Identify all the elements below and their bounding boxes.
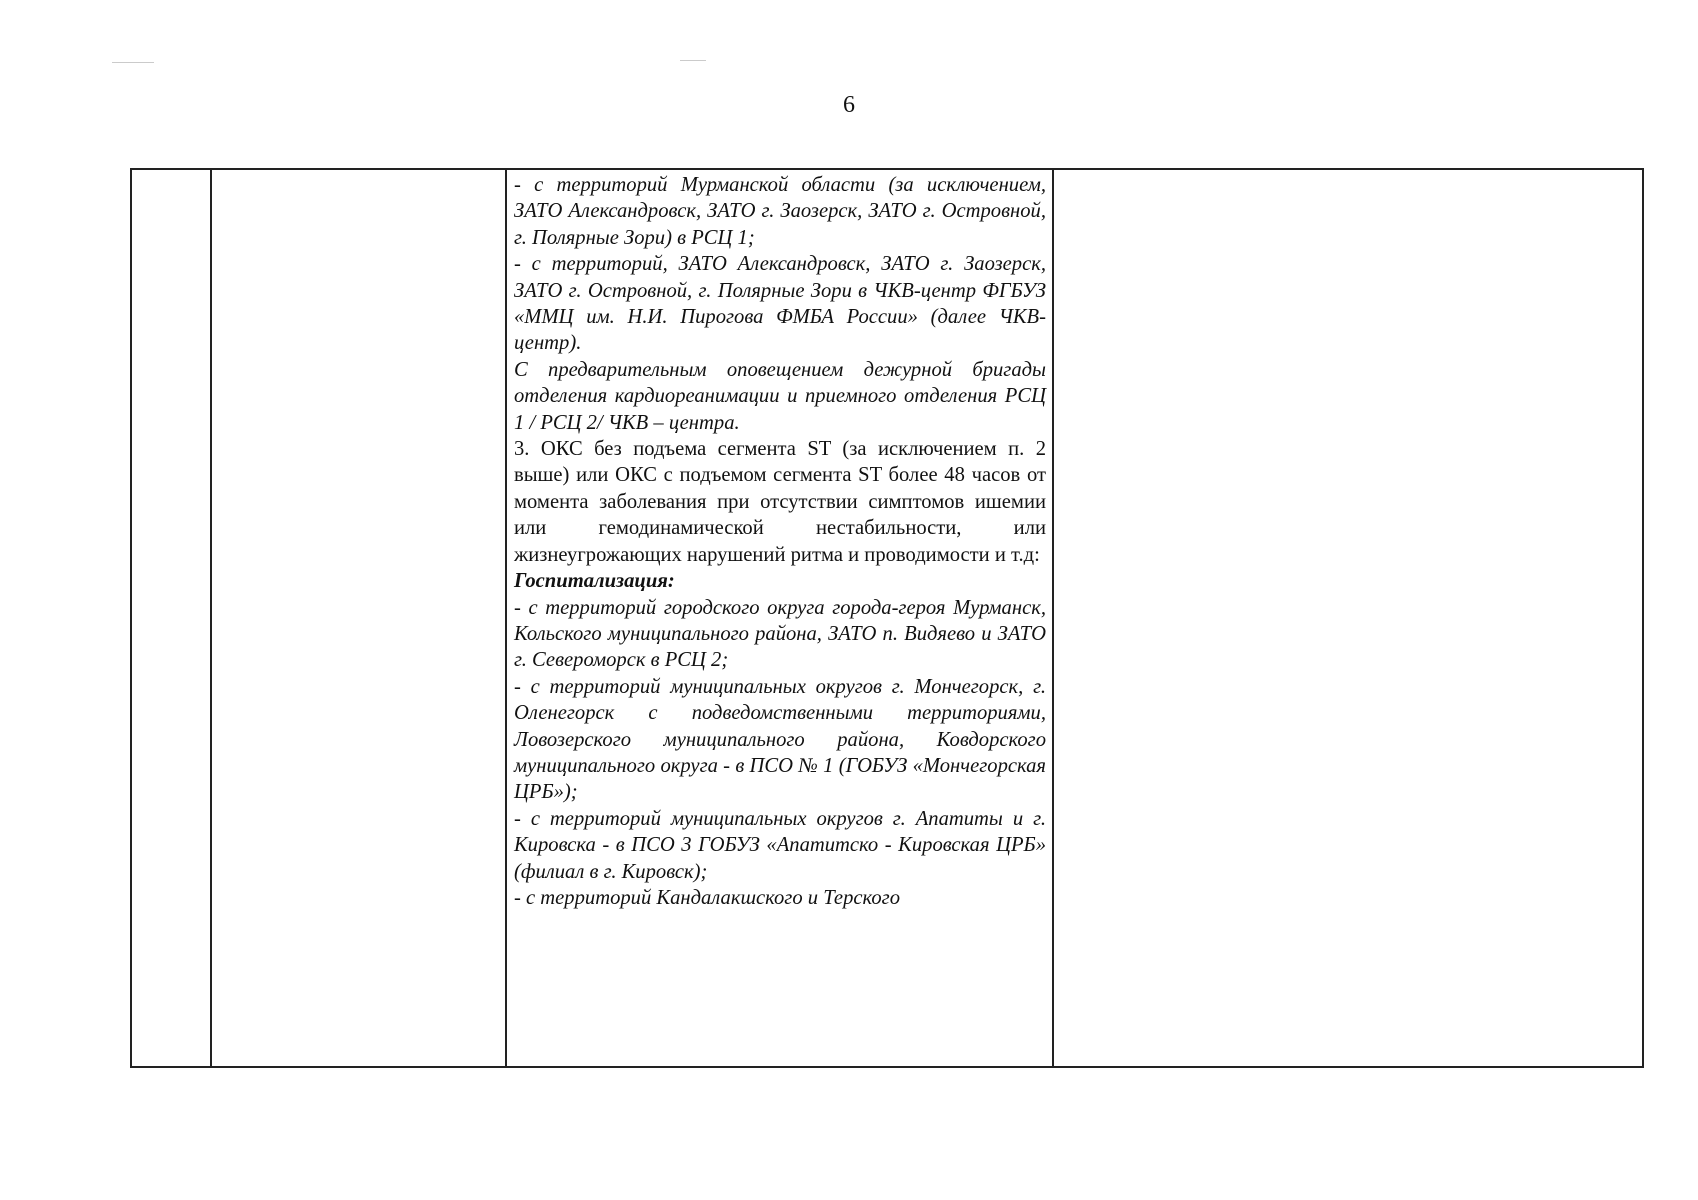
- paragraph-item: - с территорий городского округа города-героя Мурманск, Кольского муниципального района, ЗАТО п. Видяево и ЗАТО г. Североморск в РСЦ 2;: [514, 596, 1046, 672]
- column-number-cell: [131, 169, 211, 1067]
- paragraph-item: - с территорий муниципальных округов г. Мончегорск, г. Оленегорск с подведомственными территориями, Ловозерского муниципального района, Ковдорского муниципального округа - в ПСО № 1 (ГОБУЗ «Мончегорская ЦРБ»);: [514, 675, 1046, 804]
- section-heading: Госпитализация:: [514, 570, 675, 593]
- document-table: [130, 168, 1644, 1068]
- column-notes-cell: [1053, 169, 1643, 1067]
- content-text: [507, 170, 1052, 911]
- scan-artifact-left: [112, 62, 154, 63]
- paragraph-item: - с территорий, ЗАТО Александровск, ЗАТО г. Заозерск, ЗАТО г. Островной, г. Полярные Зори в ЧКВ-центр ФГБУЗ «ММЦ им. Н.И. Пирогова ФМБА России» (далее ЧКВ-центр).: [514, 253, 1046, 355]
- paragraph-item: - с территорий Кандалакшского и Терского: [514, 886, 900, 909]
- page-number: 6: [843, 92, 855, 118]
- column-content-cell: [506, 169, 1053, 1067]
- column-name-cell: [211, 169, 506, 1067]
- paragraph-item: - с территорий Мурманской области (за исключением, ЗАТО Александровск, ЗАТО г. Заозерск, ЗАТО г. Островной, г. Полярные Зори) в РСЦ 1;: [514, 174, 1046, 249]
- paragraph-item: 3. ОКС без подъема сегмента ST (за исключением п. 2 выше) или ОКС с подъемом сегмента ST более 48 часов от момента заболевания при отсутствии симптомов ишемии или гемодинамической нестабильности, или жизнеугрожающих нарушений ритма и проводимости и т.д:: [514, 438, 1046, 566]
- scan-artifact-center: [680, 60, 706, 61]
- paragraph-item: С предварительным оповещением дежурной бригады отделения кардиореанимации и приемного отделения РСЦ 1 / РСЦ 2/ ЧКВ – центра.: [514, 358, 1046, 434]
- table-row: [131, 169, 1643, 1067]
- paragraph-item: - с территорий муниципальных округов г. Апатиты и г. Кировска - в ПСО 3 ГОБУЗ «Апатитско - Кировская ЦРБ» (филиал в г. Кировск);: [514, 807, 1046, 883]
